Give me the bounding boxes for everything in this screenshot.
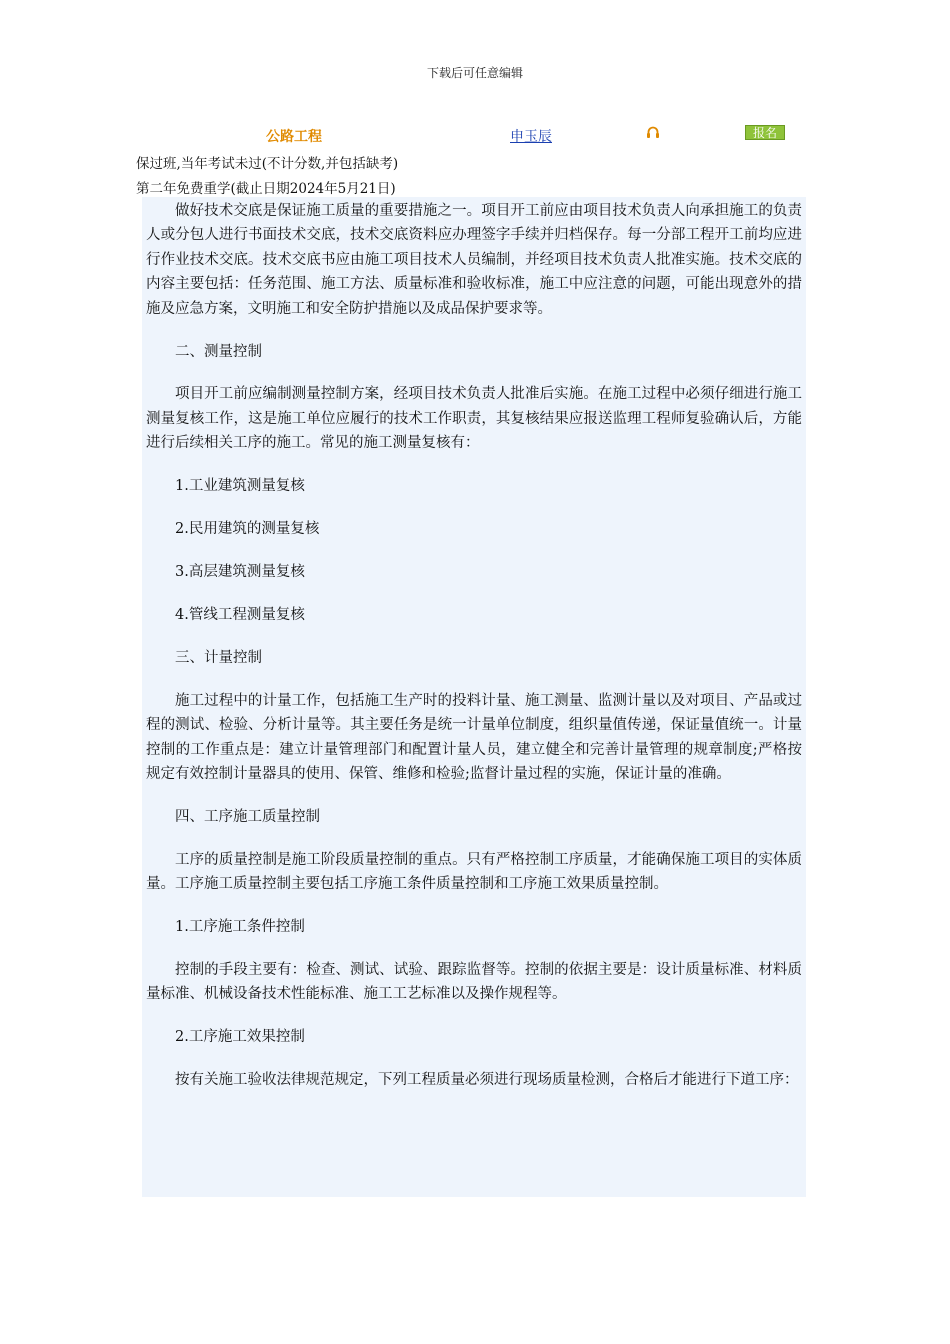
section-heading-survey-control: 二、测量控制 [175, 343, 262, 360]
list-item-industrial-survey: 1.工业建筑测量复核 [175, 478, 305, 495]
paragraph-process-quality: 工序的质量控制是施工阶段质量控制的重点。只有严格控制工序质量，才能确保施工项目的实体质量。工序施工质量控制主要包括工序施工条件质量控制和工序施工效果质量控制。 [146, 851, 802, 893]
paragraph-process-conditions: 控制的手段主要有：检查、测试、试验、跟踪监督等。控制的依据主要是：设计质量标准、材料质量标准、机械设备技术性能标准、施工工艺标准以及操作规程等。 [146, 961, 802, 1003]
paragraph-technical-briefing: 做好技术交底是保证施工质量的重要措施之一。项目开工前应由项目技术负责人向承担施工的负责人或分包人进行书面技术交底，技术交底资料应办理签字手续并归档保存。每一分部工程开工前均应进行作业技术交底。技术交底书应由施工项目技术人员编制，并经项目技术负责人批准实施。技术交底的内容主要包括：任务范围、施工方法、质量标准和验收标准，施工中应注意的问题，可能出现意外的措施及应急方案，文明施工和安全防护措施以及成品保护要求等。 [146, 203, 802, 317]
promo-line-guarantee: 保过班,当年考试未过(不计分数,并包括缺考) [136, 156, 399, 172]
list-item-civil-survey: 2.民用建筑的测量复核 [175, 521, 320, 538]
course-title: 公路工程 [266, 129, 322, 145]
headphone-icon[interactable] [646, 124, 660, 138]
paragraph-survey-control: 项目开工前应编制测量控制方案，经项目技术负责人批准后实施。在施工过程中必须仔细进行施工测量复核工作，这是施工单位应履行的技术工作职责，其复核结果应报送监理工程师复验确认后，方能进行后续相关工序的施工。常见的施工测量复核有： [146, 386, 802, 452]
section-heading-process-quality: 四、工序施工质量控制 [175, 808, 320, 825]
promo-line-free-retake: 第二年免费重学(截止日期2024年5月21日) [136, 181, 396, 197]
paragraph-metrology-control: 施工过程中的计量工作，包括施工生产时的投料计量、施工测量、监测计量以及对项目、产品或过程的测试、检验、分析计量等。其主要任务是统一计量单位制度，组织量值传递，保证量值统一。计量控制的工作重点是：建立计量管理部门和配置计量人员，建立健全和完善计量管理的规章制度;严格按规定有效控制计量器具的使用、保管、维修和检验;监督计量过程的实施，保证计量的准确。 [146, 692, 802, 782]
paragraph-process-effect: 按有关施工验收法律规范规定，下列工程质量必须进行现场质量检测，合格后才能进行下道工序： [175, 1072, 799, 1089]
course-info-row [0, 126, 950, 148]
download-note: 下载后可任意编辑 [426, 66, 523, 80]
subheading-process-effect: 2.工序施工效果控制 [175, 1029, 305, 1046]
list-item-highrise-survey: 3.高层建筑测量复核 [175, 563, 305, 580]
teacher-link[interactable]: 申玉辰 [510, 129, 552, 145]
signup-button[interactable]: 报名 [745, 125, 785, 140]
list-item-pipeline-survey: 4.管线工程测量复核 [175, 606, 305, 623]
article-body [142, 197, 806, 1197]
subheading-process-conditions: 1.工序施工条件控制 [175, 919, 305, 936]
section-heading-metrology-control: 三、计量控制 [175, 649, 262, 666]
